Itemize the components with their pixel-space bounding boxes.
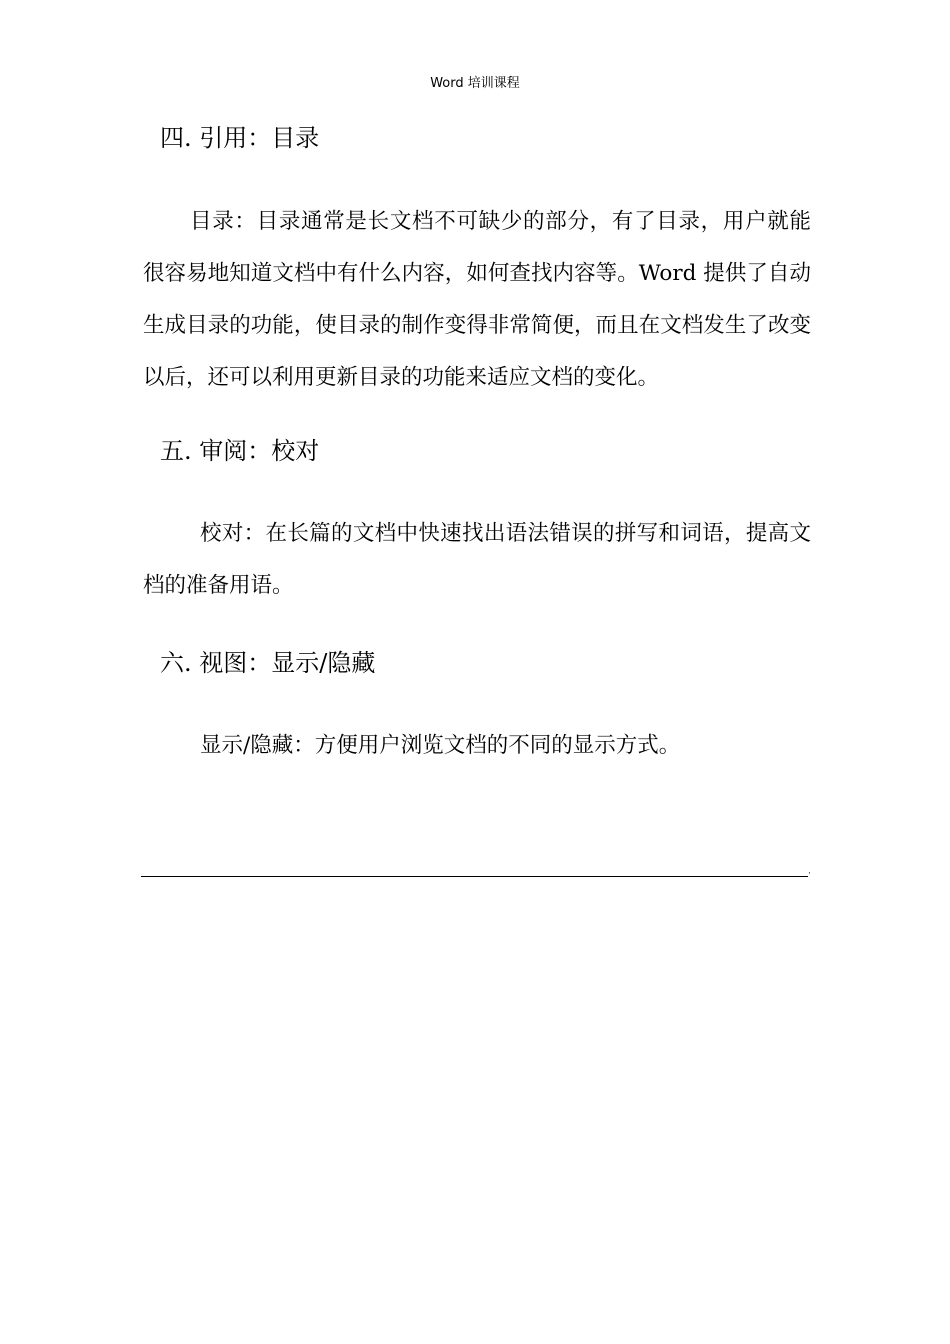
footer-rule-mark: · bbox=[808, 869, 811, 879]
section-heading-references: 四. 引用：目录 bbox=[160, 124, 320, 152]
section-paragraph-review: 校对：在长篇的文档中快速找出语法错误的拼写和词语，提高文档的准备用语。 bbox=[143, 521, 811, 598]
section-paragraph-references: 目录：目录通常是长文档不可缺少的部分，有了目录，用户就能很容易地知道文档中有什么内容，如何查找内容等。Word 提供了自动生成目录的功能，使目录的制作变得非常简便，而且在文档发生了改变以后，还可以利用更新目录的功能来适应文档的变化。 bbox=[143, 209, 811, 390]
section-heading-view: 六. 视图：显示/隐藏 bbox=[160, 649, 376, 677]
section-paragraph-view: 显示/隐藏：方便用户浏览文档的不同的显示方式。 bbox=[200, 733, 681, 758]
running-header: Word 培训课程 bbox=[430, 76, 520, 91]
footer-rule bbox=[141, 876, 808, 877]
section-heading-review: 五. 审阅：校对 bbox=[160, 437, 320, 465]
